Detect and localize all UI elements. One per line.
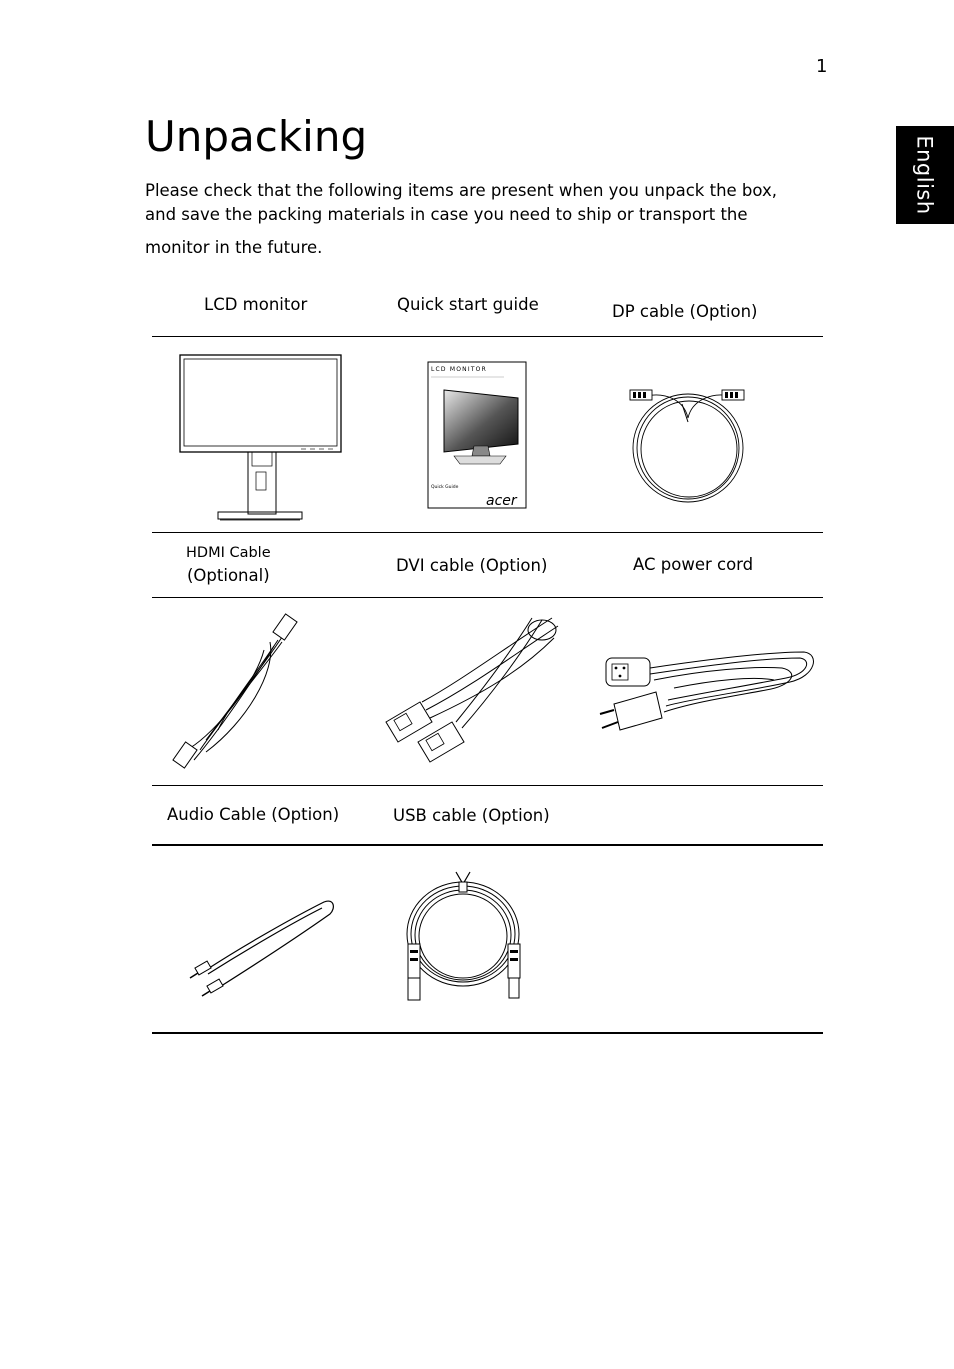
hdmi-cable-illustration (166, 612, 306, 774)
table-rule (152, 844, 823, 846)
page-number: 1 (816, 56, 828, 77)
label-hdmi-cable-option: (Optional) (187, 566, 270, 585)
dp-cable-illustration (626, 382, 750, 506)
page-title: Unpacking (145, 112, 368, 161)
ac-power-cord-illustration (594, 646, 816, 738)
intro-line-2: and save the packing materials in case you need to ship or transport the (145, 205, 748, 224)
lcd-monitor-illustration (176, 352, 346, 524)
label-dp-cable-name: DP cable (612, 302, 685, 321)
label-dp-cable (612, 302, 758, 321)
usb-cable-illustration (396, 870, 530, 1004)
audio-cable-illustration (186, 894, 340, 998)
table-rule (152, 785, 823, 786)
intro-line-1: Please check that the following items are present when you unpack the box, (145, 181, 777, 200)
table-rule (152, 336, 823, 337)
language-tab (896, 126, 954, 224)
label-usb-cable: USB cable (Option) (393, 806, 550, 825)
label-dp-cable-option: (Option) (689, 302, 758, 321)
language-tab-label: English (913, 135, 938, 215)
label-lcd-monitor: LCD monitor (204, 295, 308, 314)
table-rule (152, 532, 823, 533)
label-audio-cable: Audio Cable (Option) (167, 805, 340, 824)
table-rule (152, 597, 823, 598)
intro-paragraph (145, 179, 815, 260)
label-hdmi-cable: HDMI Cable (186, 545, 271, 561)
guide-cover-footer: Quick Guide (431, 485, 459, 490)
label-ac-power-cord: AC power cord (633, 555, 754, 574)
label-dvi-cable: DVI cable (Option) (396, 556, 548, 575)
quick-start-guide-illustration (426, 360, 530, 512)
guide-cover-header: LCD MONITOR (431, 366, 487, 373)
dvi-cable-illustration (382, 610, 566, 764)
label-quick-start-guide: Quick start guide (397, 295, 539, 314)
acer-logo: acer (486, 493, 517, 509)
table-rule (152, 1032, 823, 1034)
intro-line-3: monitor in the future. (145, 238, 323, 257)
